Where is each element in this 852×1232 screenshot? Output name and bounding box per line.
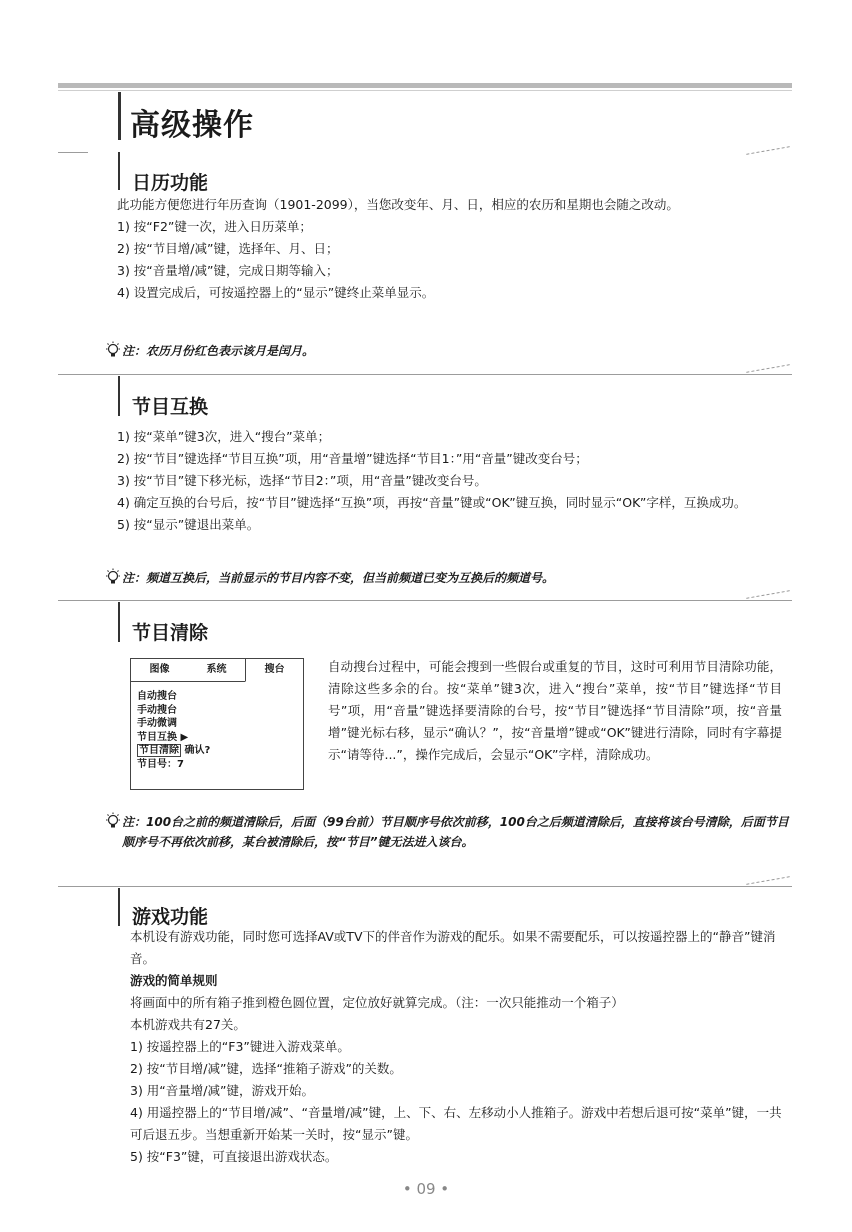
game-step: 2) 按“节目增/减”键，选择“推箱子游戏”的关数。 — [130, 1061, 402, 1076]
note-text: 注：100台之前的频道清除后，后面（99台前）节目顺序号依次前移，100台之后频道清除后，直接将该台号清除，后面节目顺序号不再依次前移，某台被清除后，按“节目”键无法进入该台。 — [122, 815, 789, 849]
header-rule — [58, 83, 792, 88]
header-rule-thin — [58, 90, 792, 91]
swap-step: 4) 确定互换的台号后，按“节目”键选择“互换”项，再按“音量”键或“OK”键互换，同时显示“OK”字样，互换成功。 — [117, 495, 747, 510]
menu-tab-picture: 图像 — [149, 664, 170, 675]
section-heading-swap: 节目互换 — [132, 396, 209, 418]
divider-dash — [746, 876, 790, 885]
swap-step: 5) 按“显示”键退出菜单。 — [117, 517, 260, 532]
divider-dash — [746, 364, 790, 373]
divider-dash — [746, 146, 790, 155]
section-divider — [58, 152, 88, 153]
section-bar — [118, 152, 120, 190]
menu-item: 手动搜台 — [137, 704, 177, 716]
section-divider — [58, 374, 792, 375]
menu-item-selected — [137, 744, 303, 758]
calendar-intro: 此功能方便您进行年历查询（1901-2099），当您改变年、月、日，相应的农历和星期也会随之改动。 — [117, 197, 679, 212]
calendar-step: 1) 按“F2”键一次，进入日历菜单； — [117, 219, 312, 234]
section-heading-clear: 节目清除 — [132, 622, 209, 644]
calendar-step: 3) 按“音量增/减”键，完成日期等输入； — [117, 263, 339, 278]
calendar-step: 4) 设置完成后，可按遥控器上的“显示”键终止菜单显示。 — [117, 285, 435, 300]
swap-step: 1) 按“菜单”键3次，进入“搜台”菜单； — [117, 429, 331, 444]
title-bar — [118, 92, 121, 140]
section-bar — [118, 602, 120, 642]
menu-item: 节目号：7 — [137, 758, 184, 770]
swap-note — [104, 568, 794, 588]
menu-item: 自动搜台 — [137, 691, 177, 702]
calendar-step: 2) 按“节目增/减”键，选择年、月、日； — [117, 241, 339, 256]
lightbulb-icon — [104, 341, 122, 359]
game-step: 4) 用遥控器上的“节目增/减”、“音量增/减”键，上、下、右、左移动小人推箱子。游戏中若想后退可按“菜单”键，一共可后退五步。当想重新开始某一关时，按“显示”键。 — [130, 1105, 782, 1142]
menu-tab-search: 搜台 — [245, 659, 303, 682]
game-levels: 本机游戏共有27关。 — [130, 1017, 246, 1032]
menu-items — [131, 682, 303, 771]
menu-item-label: 节目清除 — [139, 745, 179, 756]
section-divider — [58, 600, 792, 601]
clear-note — [104, 812, 790, 852]
section-bar — [118, 888, 120, 926]
lightbulb-icon — [104, 568, 122, 586]
game-rules-title: 游戏的简单规则 — [130, 973, 218, 988]
game-step: 1) 按遥控器上的“F3”键进入游戏菜单。 — [130, 1039, 350, 1054]
game-body — [130, 926, 782, 1168]
swap-step: 3) 按“节目”键下移光标，选择“节目2：”项，用“音量”键改变台号。 — [117, 473, 487, 488]
section-divider — [58, 886, 792, 887]
game-step: 5) 按“F3”键，可直接退出游戏状态。 — [130, 1149, 338, 1164]
page-number: • 09 • — [402, 1180, 450, 1198]
calendar-body — [117, 194, 785, 304]
game-step: 3) 用“音量增/减”键，游戏开始。 — [130, 1083, 314, 1098]
menu-tab-system: 系统 — [206, 664, 227, 675]
section-bar — [118, 376, 120, 416]
menu-item: 手动微调 — [137, 718, 177, 729]
section-heading-game: 游戏功能 — [132, 906, 209, 928]
lightbulb-icon — [104, 812, 122, 830]
note-text: 注：农历月份红色表示该月是闰月。 — [122, 344, 315, 358]
clear-text: 自动搜台过程中，可能会搜到一些假台或重复的节目，这时可利用节目清除功能，清除这些多余的台。按“菜单”键3次，进入“搜台”菜单，按“节目”键选择“节目号”项，用“音量”键选择要清除的台号，按“节目”键选择“节目清除”项，按“音量增”键光标右移，显示“确认？”，按“音量增”键或“OK”键进行清除，同时有字幕提示“请等待...”，操作完成后，会显示“OK”字样，清除成功。 — [328, 659, 782, 762]
section-heading-calendar: 日历功能 — [132, 172, 209, 194]
menu-item: 节目互换 ▶ — [137, 731, 189, 743]
divider-dash — [746, 590, 790, 599]
swap-step: 2) 按“节目”键选择“节目互换”项，用“音量增”键选择“节目1：”用“音量”键改变台号； — [117, 451, 588, 466]
swap-body — [117, 426, 785, 536]
tv-menu-illustration — [130, 658, 304, 790]
note-text: 注：频道互换后，当前显示的节目内容不变，但当前频道已变为互换后的频道号。 — [122, 571, 555, 585]
menu-tabs — [131, 659, 303, 682]
game-intro: 本机设有游戏功能，同时您可选择AV或TV下的伴音作为游戏的配乐。如果不需要配乐，可以按遥控器上的“静音”键消音。 — [130, 929, 776, 966]
page-title: 高级操作 — [130, 108, 254, 143]
calendar-note — [104, 341, 794, 361]
game-rule: 将画面中的所有箱子推到橙色圆位置，定位放好就算完成。（注：一次只能推动一个箱子） — [130, 995, 624, 1010]
menu-confirm: 确认? — [184, 745, 211, 756]
